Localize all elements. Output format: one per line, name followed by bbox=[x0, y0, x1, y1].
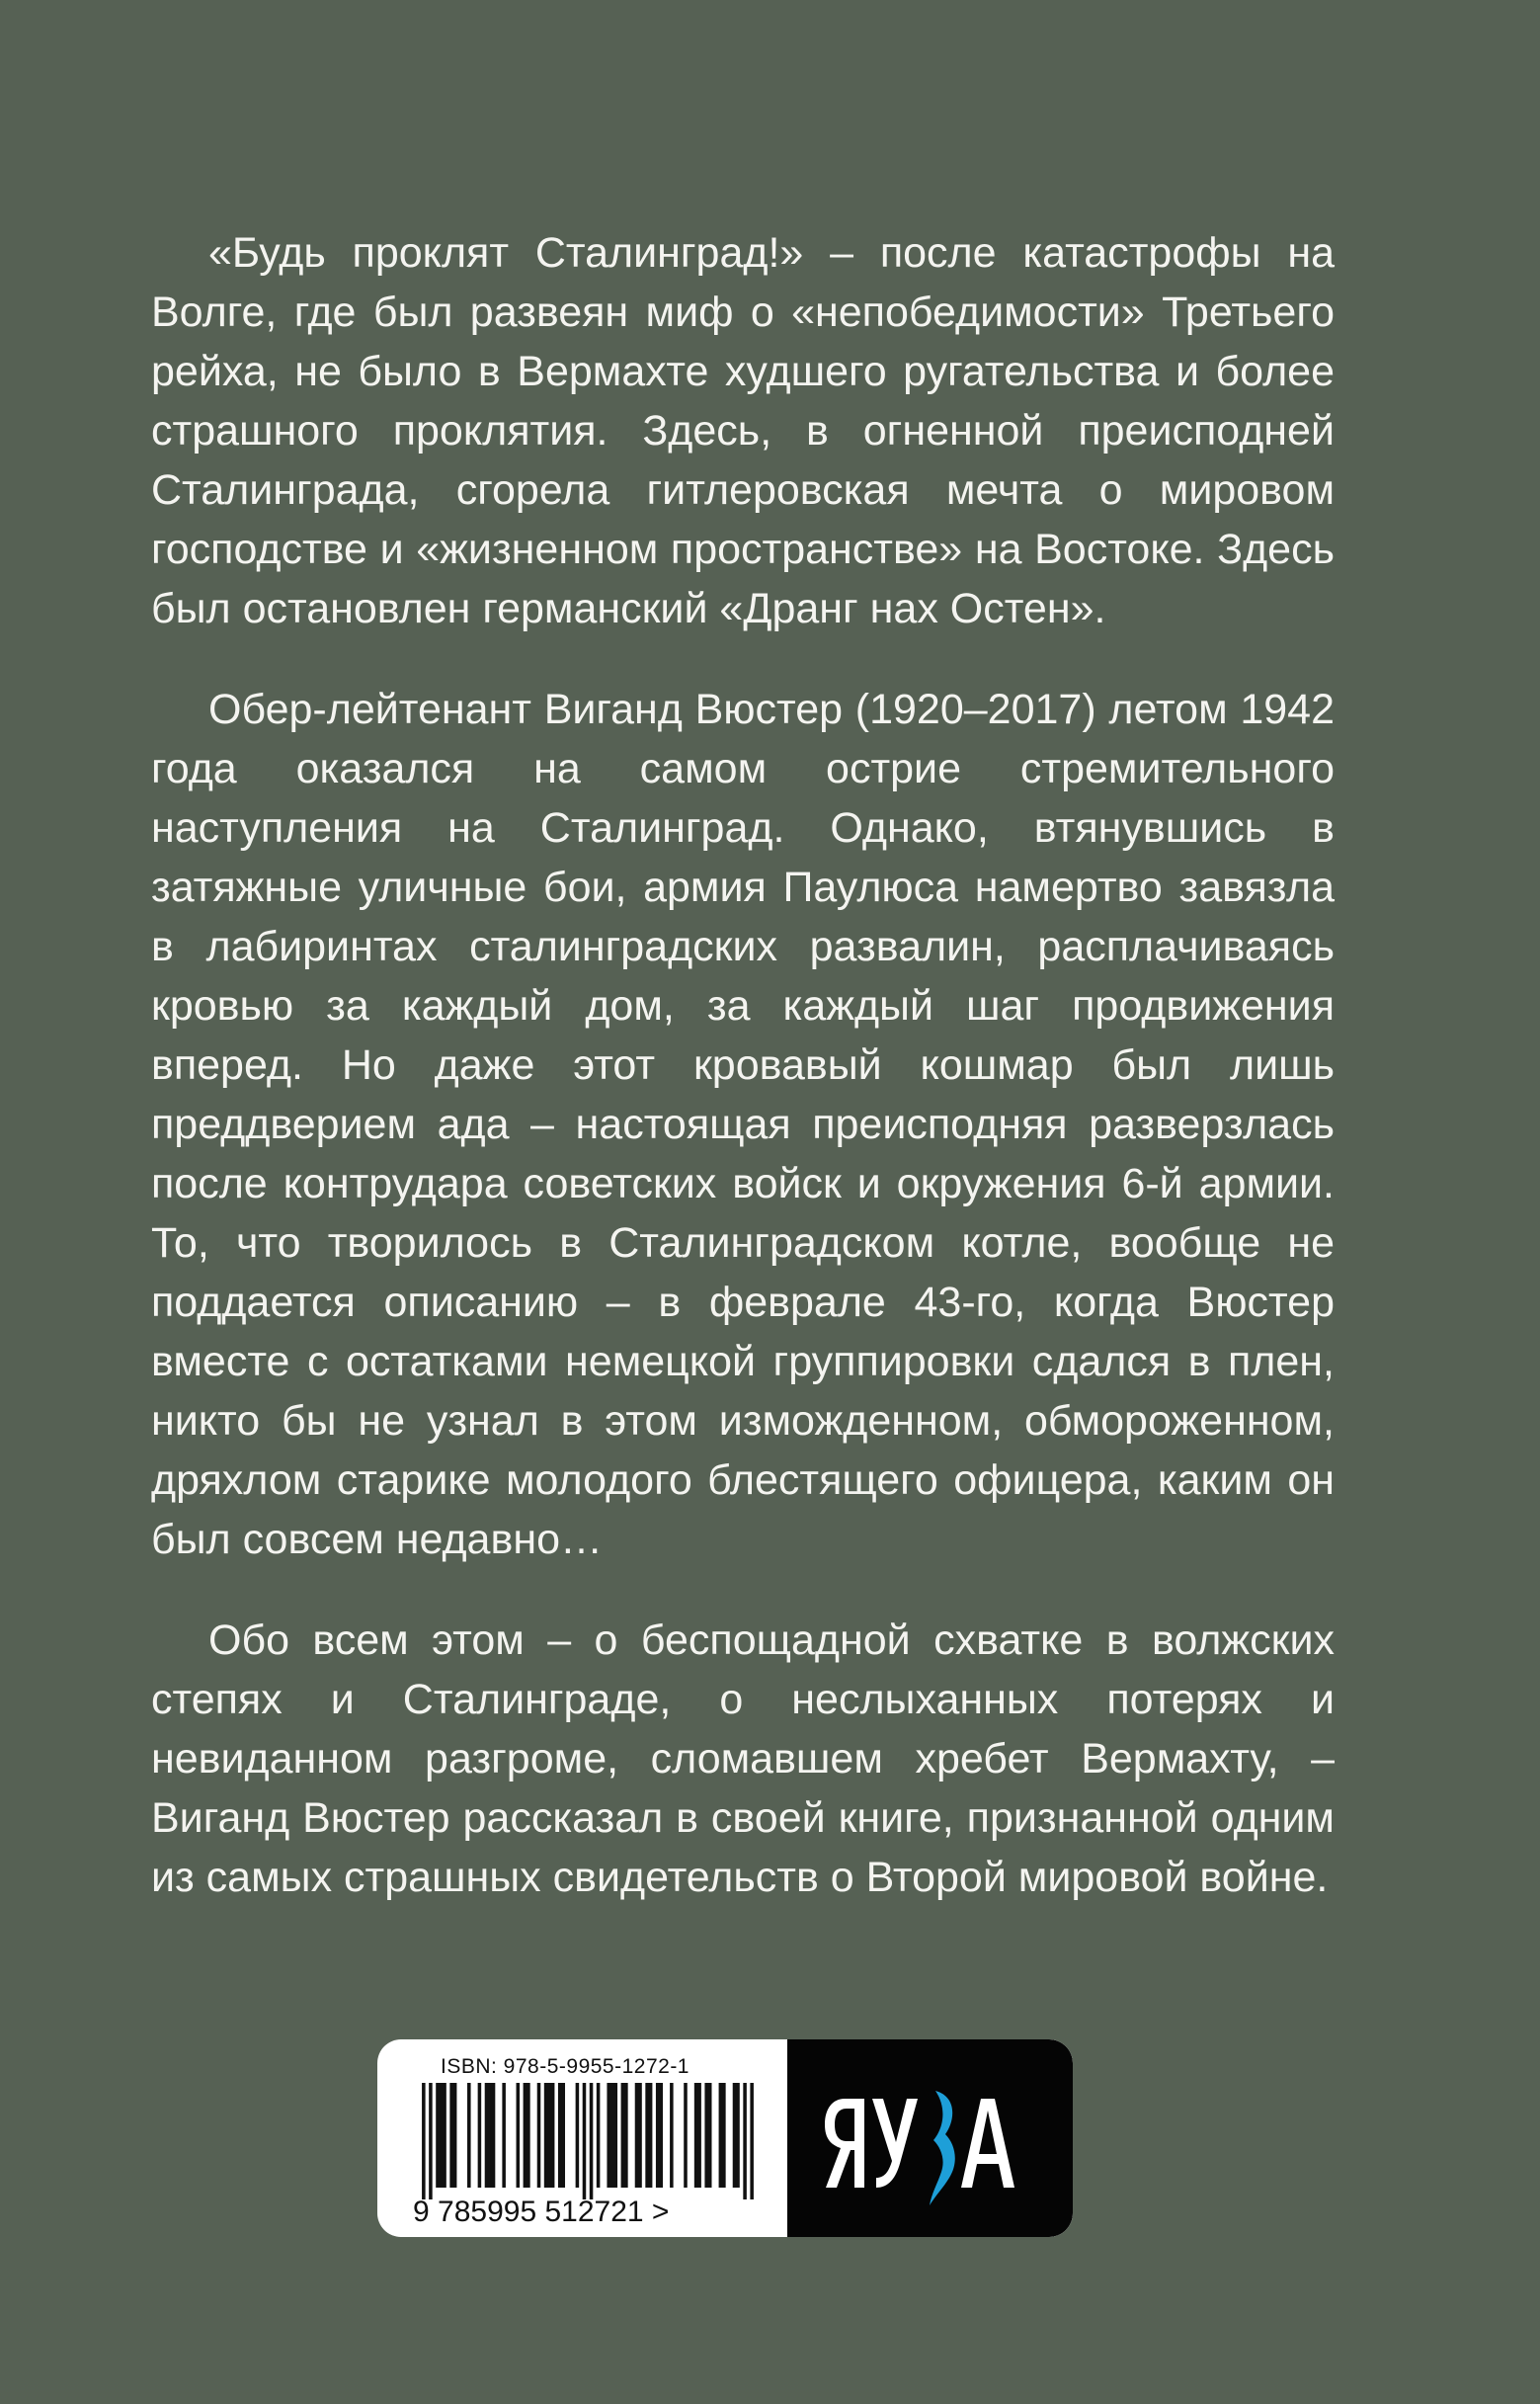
barcode-bar bbox=[694, 2083, 701, 2188]
ean13-barcode bbox=[415, 2083, 761, 2199]
blurb-paragraph-1: «Будь проклят Сталинград!» – после катастрофы на Волге, где был развеян миф о «непобедимости» Третьего рейха, не было в Вермахте худшего ругательства и более страшного проклятия. Здесь, в огненной преисподней Сталинграда, сгорела гитлеровская мечта о мировом господстве и «жизненном пространстве» на Востоке. Здесь был остановлен германский «Дранг нах Остен». bbox=[151, 229, 1335, 632]
barcode-bar bbox=[429, 2083, 433, 2199]
back-cover-blurb bbox=[151, 223, 1335, 1907]
barcode-bar bbox=[478, 2083, 482, 2188]
barcode-bar bbox=[467, 2083, 471, 2188]
barcode-panel bbox=[377, 2039, 1073, 2237]
barcode-bar bbox=[485, 2083, 496, 2188]
barcode-bar bbox=[704, 2083, 711, 2188]
barcode-bar bbox=[422, 2083, 426, 2199]
barcode-bar bbox=[670, 2083, 674, 2188]
barcode-bar bbox=[733, 2083, 740, 2188]
barcode-bar bbox=[645, 2083, 652, 2188]
ean-digits: 9 785995 512721 > bbox=[413, 2196, 670, 2228]
barcode-bar bbox=[743, 2083, 747, 2199]
barcode-bar bbox=[502, 2083, 506, 2188]
barcode-bar bbox=[635, 2083, 642, 2188]
barcode-bar bbox=[607, 2083, 617, 2188]
barcode-bar bbox=[583, 2083, 587, 2199]
barcode-bar bbox=[590, 2083, 594, 2199]
barcode-bar bbox=[517, 2083, 521, 2188]
isbn-block bbox=[377, 2039, 787, 2237]
barcode-bar bbox=[576, 2083, 580, 2188]
barcode-bar bbox=[436, 2083, 446, 2188]
barcode-bar bbox=[449, 2083, 456, 2188]
barcode-bar bbox=[597, 2083, 601, 2188]
barcode-bar bbox=[656, 2083, 663, 2188]
barcode-bar bbox=[621, 2083, 628, 2188]
barcode-bar bbox=[524, 2083, 530, 2188]
barcode-bar bbox=[544, 2083, 555, 2188]
isbn-label: ISBN: 978-5-9955-1272-1 bbox=[441, 2055, 689, 2078]
blurb-paragraph-2: Обер-лейтенант Виганд Вюстер (1920–2017) летом 1942 года оказался на самом острие стремительного наступления на Сталинград. Однако, втянувшись в затяжные уличные бои, армия Паулюса намертво завязла в лабиринтах сталинградских развалин, расплачиваясь кровью за каждый дом, за каждый шаг продвижения вперед. Но даже этот кровавый кошмар был лишь преддверием ада – настоящая преисподняя разверзлась после контрудара советских войск и окружения 6-й армии. То, что творилось в Сталинградском котле, вообще не поддается описанию – в феврале 43-го, когда Вюстер вместе с остатками немецкой группировки сдался в плен, никто бы не узнал в этом изможденном, обмороженном, дряхлом старике молодого блестящего офицера, каким он был совсем недавно… bbox=[151, 686, 1335, 1563]
barcode-bar bbox=[750, 2083, 754, 2199]
publisher-logo bbox=[787, 2039, 1073, 2237]
barcode-bar bbox=[719, 2083, 726, 2188]
barcode-bar bbox=[537, 2083, 541, 2188]
barcode-bar bbox=[558, 2083, 565, 2188]
blurb-paragraph-3: Обо всем этом – о беспощадной схватке в волжских степях и Сталинграде, о неслыханных потерях и невиданном разгроме, сломавшем хребет Вермахту, – Виганд Вюстер рассказал в своей книге, признанной одним из самых страшных свидетельств о Второй мировой войне. bbox=[151, 1616, 1335, 1901]
barcode-bar bbox=[684, 2083, 688, 2188]
